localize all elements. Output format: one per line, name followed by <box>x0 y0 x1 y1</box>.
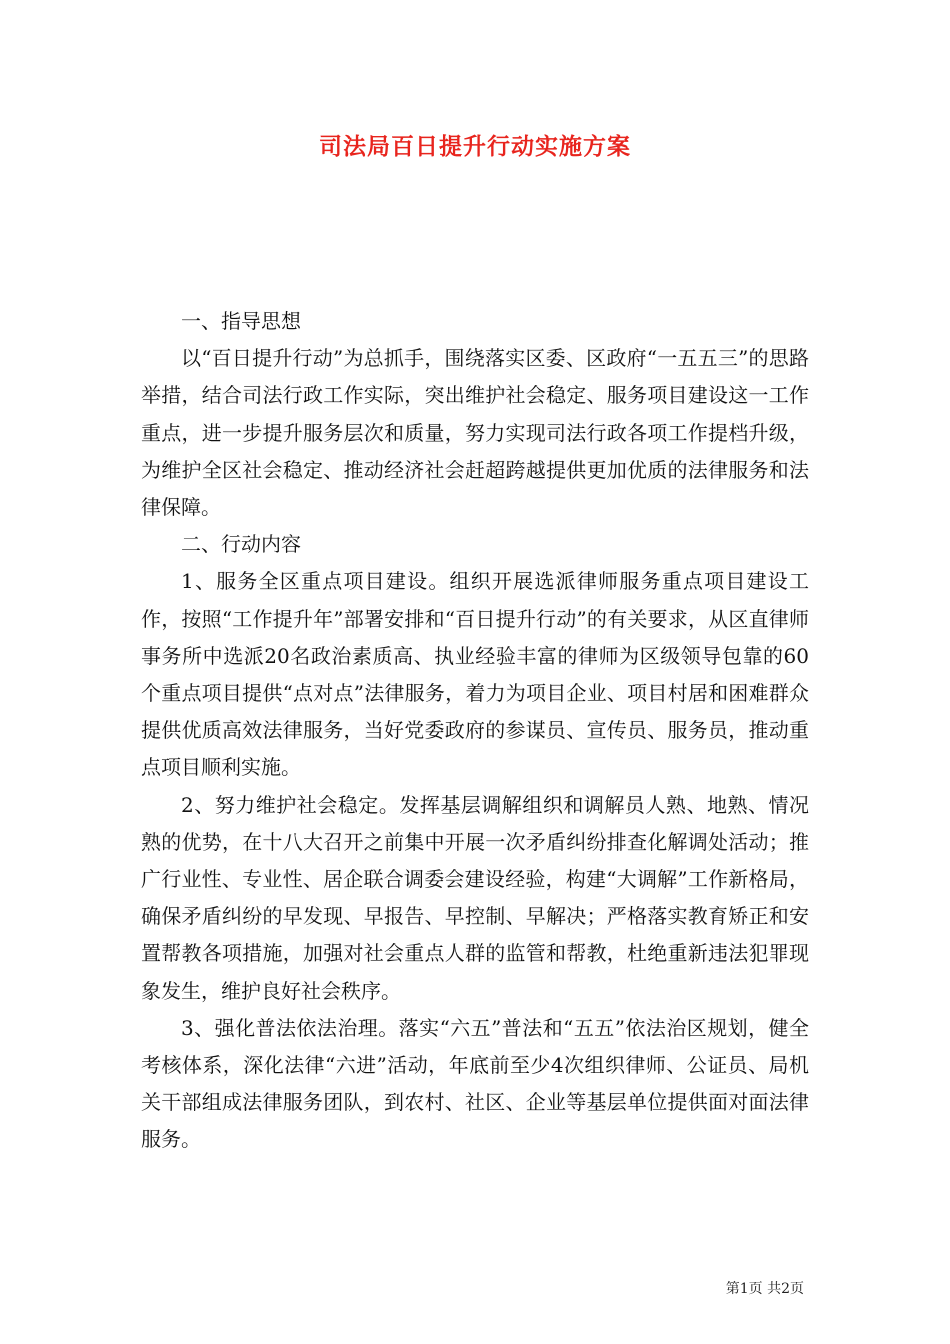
paragraph-guiding-ideology: 以“百日提升行动”为总抓手，围绕落实区委、区政府“一五五三”的思路举措，结合司法行政工作实际，突出维护社会稳定、服务项目建设这一工作重点，进一步提升服务层次和质量，努力实现司法行政各项工作提档升级，为维护全区社会稳定、推动经济社会赶超跨越提供更加优质的法律服务和法律保障。 <box>141 346 809 520</box>
section-heading-guiding-ideology: 一、指导思想 <box>181 309 301 333</box>
paragraph-project-service: 1、服务全区重点项目建设。组织开展选派律师服务重点项目建设工作，按照“工作提升年”部署安排和“百日提升行动”的有关要求，从区直律师事务所中选派20名政治素质高、执业经验丰富的律师为区级领导包靠的60个重点项目提供“点对点”法律服务，着力为项目企业、项目村居和困难群众提供优质高效法律服务，当好党委政府的参谋员、宣传员、服务员，推动重点项目顺利实施。 <box>141 569 809 780</box>
page-number-footer: 第1页 共2页 <box>725 1281 804 1297</box>
document-body <box>141 303 809 1159</box>
section-heading-action-content: 二、行动内容 <box>181 532 301 557</box>
paragraph-social-stability: 2、努力维护社会稳定。发挥基层调解组织和调解员人熟、地熟、情况熟的优势，在十八大召开之前集中开展一次矛盾纠纷排查化解调处活动；推广行业性、专业性、居企联合调委会建设经验，构建“大调解”工作新格局，确保矛盾纠纷的早发现、早报告、早控制、早解决；严格落实教育矫正和安置帮教各项措施，加强对社会重点人群的监管和帮教，杜绝重新违法犯罪现象发生，维护良好社会秩序。 <box>141 792 809 1003</box>
paragraph-legal-education: 3、强化普法依法治理。落实“六五”普法和“五五”依法治区规划，健全考核体系，深化法律“六进”活动，年底前至少4次组织律师、公证员、局机关干部组成法律服务团队，到农村、社区、企业等基层单位提供面对面法律服务。 <box>141 1015 809 1152</box>
document-title: 司法局百日提升行动实施方案 <box>319 133 631 160</box>
